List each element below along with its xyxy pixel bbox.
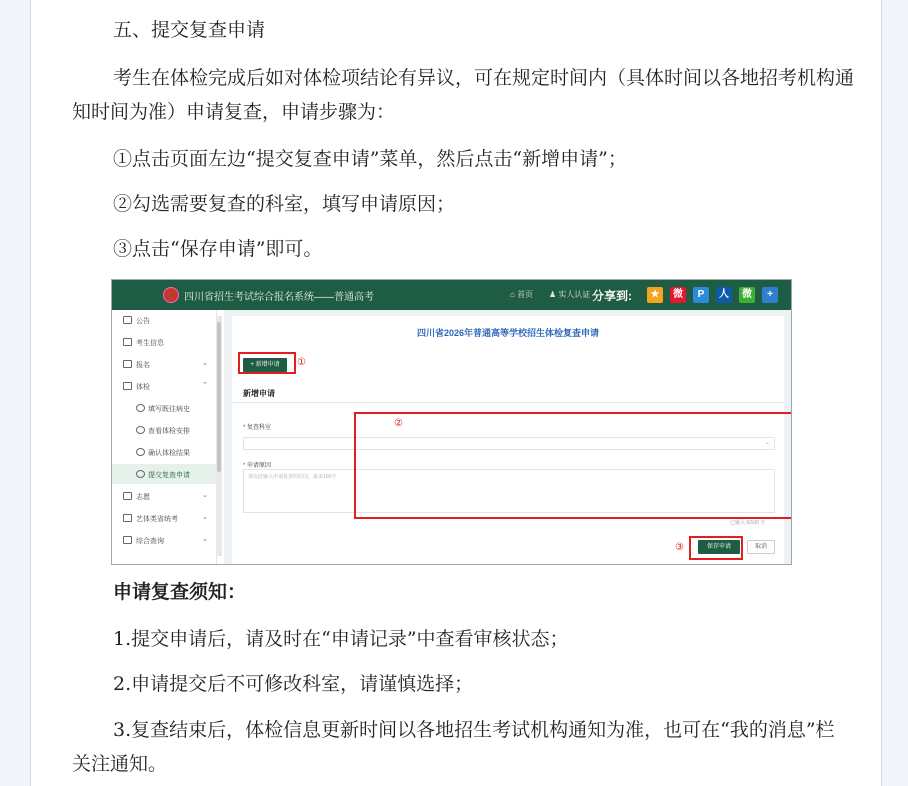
notice-1: 1.提交申请后，请及时在“申请记录”中查看审核状态； — [113, 628, 569, 650]
circle-icon — [136, 404, 145, 412]
circle-icon — [136, 470, 145, 478]
sidebar-item[interactable] — [112, 530, 216, 550]
scrollbar-thumb[interactable] — [217, 322, 221, 472]
header-card — [232, 316, 784, 386]
menu-item-icon — [123, 338, 132, 346]
notice-3-line2: 关注通知。 — [72, 753, 168, 775]
menu-item-icon — [123, 536, 132, 544]
menu-item-icon — [123, 316, 132, 324]
add-application-button[interactable]: + 新增申请 — [243, 358, 287, 372]
reason-label-text: 申请原因 — [247, 463, 272, 469]
dept-label-text: 复查科室 — [247, 425, 272, 431]
sidebar-item-label: 公告 — [136, 318, 150, 325]
intro-paragraph-line1: 考生在体检完成后如对体检项结论有异议，可在规定时间内（具体时间以各地招考机构通 — [113, 67, 855, 89]
share-more-icon[interactable]: + — [762, 287, 778, 303]
circle-icon — [136, 426, 145, 434]
marker-2: ② — [394, 418, 403, 429]
sidebar-item[interactable] — [112, 486, 216, 506]
share-weibo-icon[interactable]: 微 — [670, 287, 686, 303]
menu-item-icon — [123, 514, 132, 522]
site-title: 四川省招生考试综合报名系统——普通高考 — [184, 292, 374, 303]
sidebar-item-label: 查看体检安排 — [148, 428, 190, 435]
step-2: ②勾选需要复查的科室，填写申请原因； — [113, 193, 456, 215]
sidebar-item[interactable] — [112, 508, 216, 528]
site-logo-icon — [163, 287, 179, 303]
intro-paragraph-line2: 知时间为准）申请复查，申请步骤为： — [72, 101, 396, 123]
sidebar-item-label: 体检 — [136, 384, 150, 391]
marker-1: ① — [297, 357, 306, 368]
nav-home[interactable]: ⌂ 首页 — [510, 290, 534, 299]
notice-3-line1: 3.复查结束后，体检信息更新时间以各地招生考试机构通知为准，也可在“我的消息”栏 — [113, 719, 835, 741]
sidebar-item[interactable] — [112, 376, 216, 396]
dept-field-label: * 复查科室 — [243, 425, 272, 431]
sidebar-item-label: 确认体检结果 — [148, 450, 190, 457]
save-application-button[interactable]: 保存申请 — [698, 540, 740, 554]
nav-realname-label: 实人认证 — [558, 290, 591, 299]
sidebar-item[interactable] — [112, 420, 216, 440]
highlight-box-1 — [238, 352, 296, 374]
chevron-down-icon: ⌄ — [764, 440, 770, 446]
notice-2: 2.申请提交后不可修改科室，请谨慎选择； — [113, 673, 474, 695]
sidebar-item-label: 综合查询 — [136, 538, 164, 545]
cancel-button[interactable]: 取消 — [747, 540, 775, 554]
page-heading: 四川省2026年普通高等学校招生体检复查申请 — [416, 328, 600, 338]
step-1: ①点击页面左边“提交复查申请”菜单，然后点击“新增申请”； — [113, 148, 627, 170]
share-label: 分享到: — [592, 289, 632, 303]
chevron-up-icon: ⌃ — [202, 382, 208, 389]
share-qzone-icon[interactable]: ★ — [647, 287, 663, 303]
chevron-down-icon: ⌄ — [202, 536, 208, 543]
form-title: 新增申请 — [243, 389, 275, 398]
sidebar-item-label: 志愿 — [136, 494, 150, 501]
sidebar-item-label: 填写既往病史 — [148, 406, 190, 413]
sidebar-item-label: 提交复查申请 — [148, 472, 190, 479]
marker-3: ③ — [675, 542, 684, 553]
chevron-down-icon: ⌄ — [202, 514, 208, 521]
menu-item-icon — [123, 492, 132, 500]
sidebar-item-label: 考生信息 — [136, 340, 164, 347]
share-tencent-icon[interactable]: P — [693, 287, 709, 303]
char-counter: 已输入 0/100 字 — [730, 520, 766, 526]
sidebar-item[interactable] — [112, 310, 216, 330]
step-3: ③点击“保存申请”即可。 — [113, 238, 323, 260]
menu-item-icon — [123, 382, 132, 390]
sidebar-item[interactable] — [112, 398, 216, 418]
menu-item-icon — [123, 360, 132, 368]
sidebar-item[interactable] — [112, 354, 216, 374]
highlight-box-2 — [354, 412, 792, 519]
sidebar-item[interactable] — [112, 442, 216, 462]
chevron-down-icon: ⌄ — [202, 360, 208, 367]
sidebar-item-label: 艺体类省统考 — [136, 516, 178, 523]
reason-placeholder: 请在此输入申请复查的原因，最多100字 — [248, 474, 337, 480]
share-renren-icon[interactable]: 人 — [716, 287, 732, 303]
share-wechat-icon[interactable]: 微 — [739, 287, 755, 303]
chevron-down-icon: ⌄ — [202, 492, 208, 499]
highlight-box-3 — [689, 536, 743, 560]
nav-realname[interactable]: ♟ 实人认证 — [549, 290, 591, 299]
circle-icon — [136, 448, 145, 456]
nav-home-label: 首页 — [517, 290, 534, 299]
sidebar-item[interactable] — [112, 332, 216, 352]
sidebar — [112, 310, 217, 564]
sidebar-item[interactable] — [112, 464, 216, 484]
section-heading: 五、提交复查申请 — [113, 19, 266, 41]
sidebar-scrollbar[interactable] — [216, 316, 222, 556]
top-bar — [112, 280, 791, 310]
notice-heading: 申请复查须知： — [113, 581, 247, 603]
embedded-screenshot — [111, 279, 792, 565]
form-divider — [232, 402, 784, 403]
sidebar-item-label: 报名 — [136, 362, 150, 369]
main-area — [224, 310, 791, 564]
reason-field-label: * 申请原因 — [243, 463, 272, 469]
